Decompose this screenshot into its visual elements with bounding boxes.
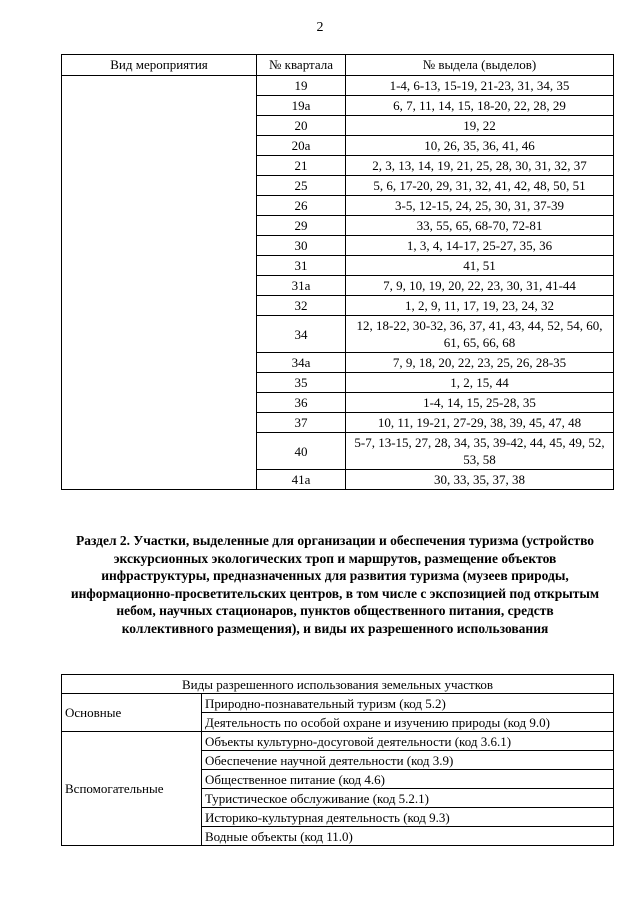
page-number: 2 bbox=[316, 20, 324, 35]
plot-numbers-cell: 19, 22 bbox=[346, 116, 614, 136]
block-number-cell: 34 bbox=[257, 316, 346, 353]
plot-numbers-cell: 7, 9, 18, 20, 22, 23, 25, 26, 28-35 bbox=[346, 353, 614, 373]
plot-numbers-cell: 5-7, 13-15, 27, 28, 34, 35, 39-42, 44, 45, 49, 52, 53, 58 bbox=[346, 433, 614, 470]
block-number-cell: 20 bbox=[257, 116, 346, 136]
section-heading: Раздел 2. Участки, выделенные для организации и обеспечения туризма (устройство экскурсионных экологических троп и маршрутов, размещение объектов инфраструктуры, предназначенных для развития туризма (музеев природы, информационно-просветительских центров, в том числе с экспозицией под открытым небом, научных стационаров, пунктов общественного питания, средств коллективного размещения), и виды их разрешенного использования bbox=[70, 533, 600, 636]
land-use-table bbox=[61, 674, 614, 846]
use-type-cell: Водные объекты (код 11.0) bbox=[202, 827, 614, 846]
block-number-cell: 29 bbox=[257, 216, 346, 236]
plot-numbers-cell: 5, 6, 17-20, 29, 31, 32, 41, 42, 48, 50, 51 bbox=[346, 176, 614, 196]
plot-numbers-cell: 33, 55, 65, 68-70, 72-81 bbox=[346, 216, 614, 236]
plot-numbers-cell: 1-4, 14, 15, 25-28, 35 bbox=[346, 393, 614, 413]
block-number-cell: 34а bbox=[257, 353, 346, 373]
plot-numbers-cell: 10, 26, 35, 36, 41, 46 bbox=[346, 136, 614, 156]
table-row bbox=[62, 694, 614, 713]
block-number-cell: 31а bbox=[257, 276, 346, 296]
table-header-row bbox=[62, 675, 614, 694]
plot-numbers-cell: 12, 18-22, 30-32, 36, 37, 41, 43, 44, 52, 54, 60, 61, 65, 66, 68 bbox=[346, 316, 614, 353]
use-type-cell: Историко-культурная деятельность (код 9.3) bbox=[202, 808, 614, 827]
col-plot-numbers: № выдела (выделов) bbox=[346, 55, 614, 76]
block-number-cell: 36 bbox=[257, 393, 346, 413]
use-category-cell: Вспомогательные bbox=[62, 732, 202, 846]
block-number-cell: 35 bbox=[257, 373, 346, 393]
table-row bbox=[62, 732, 614, 751]
block-number-cell: 25 bbox=[257, 176, 346, 196]
plots-table-body bbox=[62, 76, 614, 490]
plot-numbers-cell: 2, 3, 13, 14, 19, 21, 25, 28, 30, 31, 32, 37 bbox=[346, 156, 614, 176]
plot-numbers-cell: 1, 2, 9, 11, 17, 19, 23, 24, 32 bbox=[346, 296, 614, 316]
block-number-cell: 19 bbox=[257, 76, 346, 96]
use-type-cell: Природно-познавательный туризм (код 5.2) bbox=[202, 694, 614, 713]
land-use-table-body bbox=[62, 675, 614, 846]
use-category-cell: Основные bbox=[62, 694, 202, 732]
block-number-cell: 20а bbox=[257, 136, 346, 156]
col-block-number: № квартала bbox=[257, 55, 346, 76]
plot-numbers-cell: 30, 33, 35, 37, 38 bbox=[346, 470, 614, 490]
plot-numbers-cell: 1-4, 6-13, 15-19, 21-23, 31, 34, 35 bbox=[346, 76, 614, 96]
plot-numbers-cell: 7, 9, 10, 19, 20, 22, 23, 30, 31, 41-44 bbox=[346, 276, 614, 296]
block-number-cell: 41а bbox=[257, 470, 346, 490]
activity-type-cell bbox=[62, 76, 257, 490]
plot-numbers-cell: 1, 2, 15, 44 bbox=[346, 373, 614, 393]
use-type-cell: Объекты культурно-досуговой деятельности (код 3.6.1) bbox=[202, 732, 614, 751]
plots-table bbox=[61, 54, 614, 490]
use-type-cell: Общественное питание (код 4.6) bbox=[202, 770, 614, 789]
plot-numbers-cell: 41, 51 bbox=[346, 256, 614, 276]
plot-numbers-cell: 1, 3, 4, 14-17, 25-27, 35, 36 bbox=[346, 236, 614, 256]
col-activity-type: Вид мероприятия bbox=[62, 55, 257, 76]
block-number-cell: 30 bbox=[257, 236, 346, 256]
plot-numbers-cell: 10, 11, 19-21, 27-29, 38, 39, 45, 47, 48 bbox=[346, 413, 614, 433]
plot-numbers-cell: 3-5, 12-15, 24, 25, 30, 31, 37-39 bbox=[346, 196, 614, 216]
block-number-cell: 37 bbox=[257, 413, 346, 433]
block-number-cell: 19а bbox=[257, 96, 346, 116]
block-number-cell: 26 bbox=[257, 196, 346, 216]
block-number-cell: 40 bbox=[257, 433, 346, 470]
use-type-cell: Туристическое обслуживание (код 5.2.1) bbox=[202, 789, 614, 808]
plot-numbers-cell: 6, 7, 11, 14, 15, 18-20, 22, 28, 29 bbox=[346, 96, 614, 116]
block-number-cell: 32 bbox=[257, 296, 346, 316]
use-type-cell: Обеспечение научной деятельности (код 3.9) bbox=[202, 751, 614, 770]
table-header-row bbox=[62, 55, 614, 76]
land-use-header: Виды разрешенного использования земельных участков bbox=[62, 675, 614, 694]
use-type-cell: Деятельность по особой охране и изучению природы (код 9.0) bbox=[202, 713, 614, 732]
block-number-cell: 21 bbox=[257, 156, 346, 176]
block-number-cell: 31 bbox=[257, 256, 346, 276]
table-row bbox=[62, 76, 614, 96]
